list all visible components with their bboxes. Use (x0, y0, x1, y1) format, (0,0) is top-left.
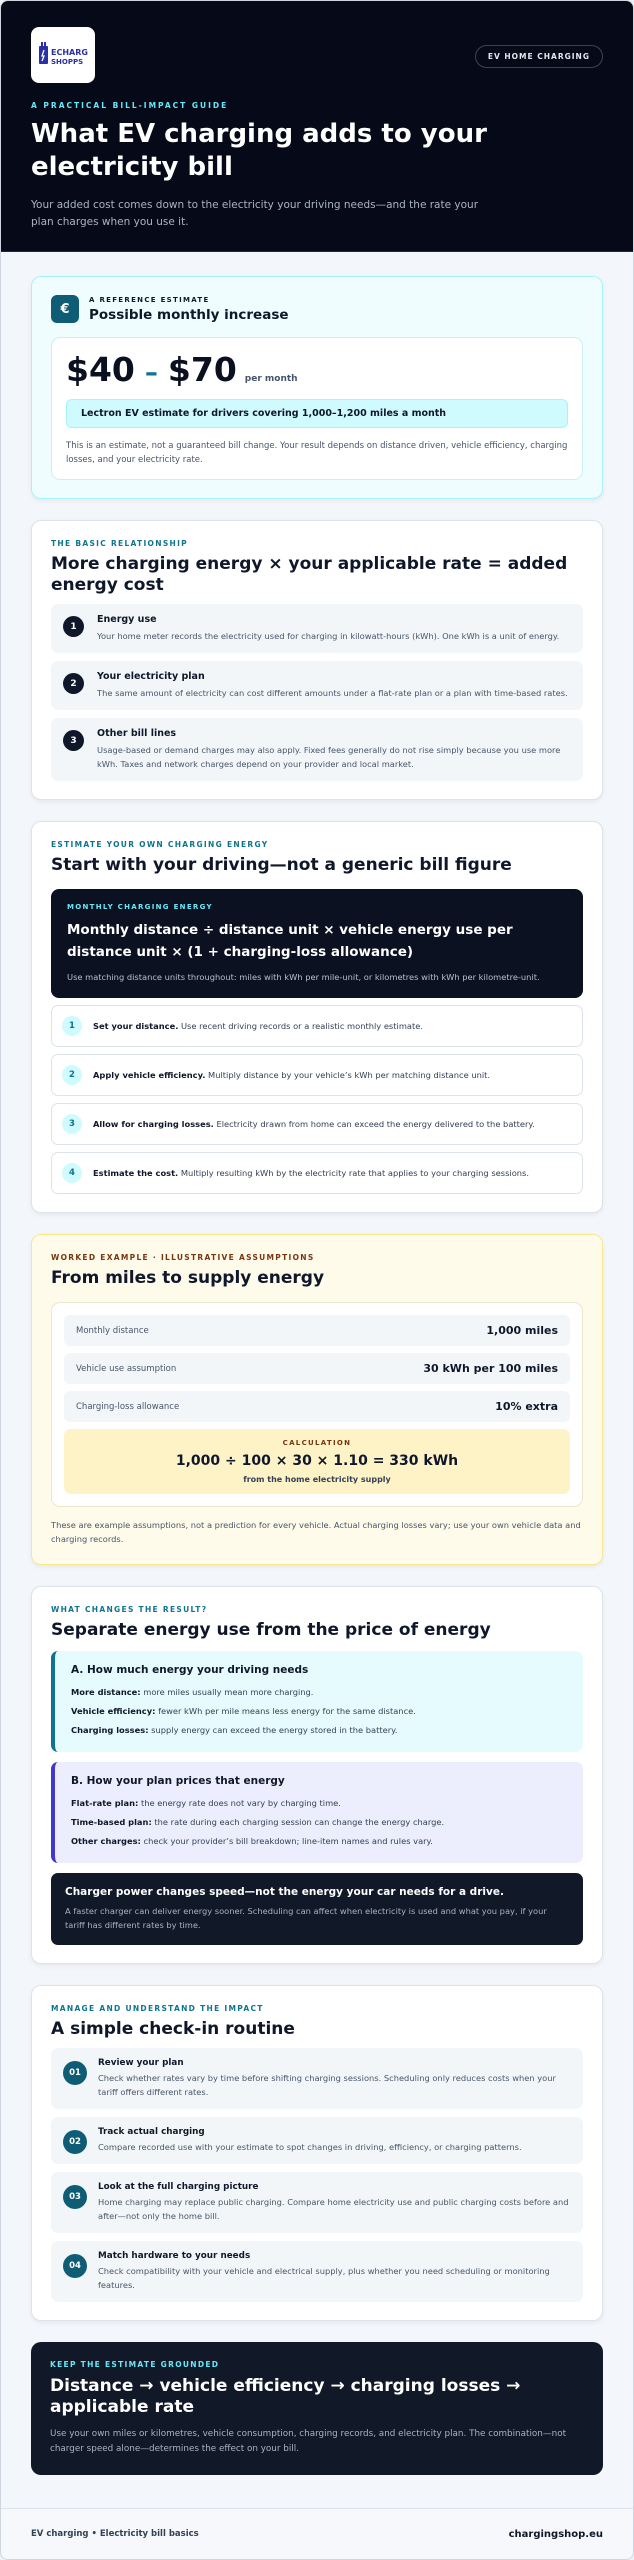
worked-title: From miles to supply energy (51, 1268, 325, 1288)
grounded-description: Use your own miles or kilometres, vehicle consumption, charging records, and electricity plan. The combination—not charger speed alone—determines the effect on your bill. (50, 2429, 567, 2454)
step-title: Look at the full charging picture (98, 2182, 259, 2192)
list-item (51, 1152, 583, 1194)
assumption-value: 30 kWh per 100 miles (423, 1362, 558, 1375)
step-description: Electricity drawn from home can exceed the energy delivered to the battery. (216, 1118, 535, 1129)
grounded-title: Distance → vehicle efficiency → charging losses → applicable rate (50, 2376, 521, 2417)
step-title: Match hardware to your needs (98, 2251, 251, 2261)
price-unit: per month (244, 374, 298, 384)
plan-pricing-panel (51, 1762, 583, 1863)
hero (1, 1, 633, 252)
routine-card (31, 1985, 603, 2321)
callout-description: A faster charger can deliver energy sooner. Scheduling can affect when electricity is used and what you pay, if your tariff has different rates by time. (65, 1906, 547, 1930)
step-title: Allow for charging losses. (93, 1118, 214, 1129)
list-item (51, 2172, 583, 2233)
calculation-result: 1,000 ÷ 100 × 30 × 1.10 = 330 kWh (175, 1453, 459, 1469)
step-description: Home charging may replace public charging. Compare home electricity use and public charging costs before and after—not only the home bill. (98, 2197, 569, 2221)
step-description: Multiply distance by your vehicle’s kWh per matching distance unit. (208, 1069, 491, 1080)
price-separator: – (144, 358, 158, 388)
list-item: More distance: more miles usually mean more charging. (71, 1687, 314, 1697)
step-number: 04 (63, 2254, 87, 2278)
hero-subtitle: Your added cost comes down to the electricity your driving needs—and the rate your plan charges when you use it. (31, 199, 479, 228)
changes-eyebrow: WHAT CHANGES THE RESULT? (51, 1605, 208, 1614)
price-low: $40 (66, 350, 135, 389)
step-title: Estimate the cost. (93, 1167, 179, 1178)
assumption-label: Charging-loss allowance (76, 1401, 180, 1412)
footer-caption: EV charging • Electricity bill basics (31, 2529, 199, 2539)
estimate-steps (51, 1005, 583, 1194)
step-number: 3 (63, 730, 84, 751)
list-item (51, 2048, 583, 2109)
step-number: 2 (63, 673, 84, 694)
charger-speed-callout (51, 1873, 583, 1945)
step-description: Usage-based or demand charges may also apply. Fixed fees generally do not rise simply because you use more kWh. Taxes and network charges depend on your provider and local market. (97, 745, 561, 769)
worked-note: These are example assumptions, not a prediction for every vehicle. Actual charging losses vary; use your own vehicle data and charging records. (51, 1520, 581, 1544)
worked-eyebrow: WORKED EXAMPLE · ILLUSTRATIVE ASSUMPTIONS (51, 1253, 315, 1262)
step-title: Other bill lines (97, 728, 177, 739)
hero-badge: EV HOME CHARGING (475, 45, 603, 68)
step-description: Multiply resulting kWh by the electricity rate that applies to your charging sessions. (180, 1167, 529, 1178)
callout-title: Charger power changes speed—not the energy your car needs for a drive. (65, 1886, 504, 1898)
page-title: What EV charging adds to your electricity bill (31, 119, 487, 182)
estimate-eyebrow: ESTIMATE YOUR OWN CHARGING ENERGY (51, 840, 269, 849)
step-number: 1 (63, 616, 84, 637)
formula-text: Monthly distance ÷ distance unit × vehicle energy use per distance unit × (1 + charging-loss allowance) (67, 922, 513, 960)
assumption-value: 1,000 miles (486, 1324, 558, 1337)
assumption-row (64, 1315, 570, 1346)
list-item (51, 2117, 583, 2164)
list-item (51, 2241, 583, 2302)
reference-title: Possible monthly increase (89, 306, 289, 323)
step-description: Your home meter records the electricity used for charging in kilowatt-hours (kWh). One kWh is a unit of energy. (97, 631, 560, 641)
basic-list (51, 604, 583, 781)
estimate-disclaimer: This is an estimate, not a guaranteed bill change. Your result depends on distance driven, vehicle efficiency, charging losses, and your electricity rate. (66, 441, 568, 465)
step-title: Set your distance. (93, 1020, 179, 1031)
basic-eyebrow: THE BASIC RELATIONSHIP (51, 539, 188, 548)
step-number: 01 (63, 2061, 87, 2085)
basic-relationship-card (31, 520, 603, 800)
list-item: Flat-rate plan: the energy rate does not vary by charging time. (71, 1798, 341, 1808)
worked-box (51, 1302, 583, 1507)
reference-estimate-card (31, 276, 603, 499)
step-description: The same amount of electricity can cost different amounts under a flat-rate plan or a plan with time-based rates. (97, 688, 568, 698)
energy-needs-panel (51, 1651, 583, 1752)
grounded-eyebrow: KEEP THE ESTIMATE GROUNDED (50, 2360, 220, 2369)
step-number: 02 (63, 2130, 87, 2154)
list-item: Vehicle efficiency: fewer kWh per mile means less energy for the same distance. (71, 1706, 416, 1716)
step-number: 4 (62, 1163, 82, 1183)
step-description: Check compatibility with your vehicle and electrical supply, plus whether you need scheduling or monitoring features. (98, 2266, 550, 2290)
svg-text:SHOPPS: SHOPPS (51, 58, 84, 66)
step-number: 2 (62, 1065, 82, 1085)
step-title: Track actual charging (98, 2127, 205, 2137)
assumption-value: 10% extra (495, 1400, 558, 1413)
step-number: 03 (63, 2185, 87, 2209)
step-description: Check whether rates vary by time before shifting charging sessions. Scheduling only reduces costs when your tariff offers different rates. (98, 2073, 556, 2097)
footer-domain-link[interactable]: chargingshop.eu (508, 2528, 603, 2540)
estimate-source-bar: Lectron EV estimate for drivers covering 1,000–1,200 miles a month (66, 399, 568, 428)
step-title: Energy use (97, 614, 157, 625)
routine-eyebrow: MANAGE AND UNDERSTAND THE IMPACT (51, 2004, 264, 2013)
assumption-row (64, 1391, 570, 1422)
estimate-own-card (31, 821, 603, 1213)
formula-note: Use matching distance units throughout: miles with kWh per mile-unit, or kilometres with kWh per kilometre-unit. (67, 972, 540, 982)
step-title: Your electricity plan (97, 671, 205, 682)
plug-logo-icon (37, 40, 89, 70)
main-content (1, 252, 633, 2475)
list-item (51, 1103, 583, 1145)
step-description: Use recent driving records or a realistic monthly estimate. (180, 1020, 423, 1031)
list-item (51, 1005, 583, 1047)
brand-logo[interactable] (31, 27, 95, 83)
list-item: Other charges: check your provider’s bill breakdown; line-item names and rules vary. (71, 1836, 433, 1846)
price-range (66, 350, 568, 389)
formula-eyebrow: MONTHLY CHARGING ENERGY (67, 903, 213, 911)
list-item (51, 661, 583, 710)
step-title: Review your plan (98, 2058, 184, 2068)
assumption-label: Vehicle use assumption (76, 1363, 177, 1374)
assumption-label: Monthly distance (76, 1325, 149, 1336)
list-item: Time-based plan: the rate during each charging session can change the energy charge. (71, 1817, 445, 1827)
panel-title: B. How your plan prices that energy (71, 1775, 285, 1787)
worked-example-card (31, 1234, 603, 1565)
routine-title: A simple check-in routine (51, 2019, 295, 2039)
calculation-eyebrow: CALCULATION (282, 1439, 352, 1447)
step-title: Apply vehicle efficiency. (93, 1069, 206, 1080)
list-item: Charging losses: supply energy can exceed the energy stored in the battery. (71, 1725, 398, 1735)
price-box (51, 337, 583, 480)
basic-title: More charging energy × your applicable rate = added energy cost (51, 554, 568, 595)
calculation-box (64, 1429, 570, 1494)
formula-box (51, 889, 583, 998)
svg-text:ECHARG: ECHARG (51, 48, 88, 57)
price-high: $70 (167, 350, 237, 389)
assumption-row (64, 1353, 570, 1384)
panel-title: A. How much energy your driving needs (71, 1664, 309, 1676)
calculation-subtitle: from the home electricity supply (243, 1475, 391, 1484)
euro-icon: € (51, 295, 79, 323)
list-item (51, 604, 583, 653)
estimate-title: Start with your driving—not a generic bill figure (51, 855, 512, 875)
footer (1, 2508, 633, 2559)
changes-title: Separate energy use from the price of energy (51, 1620, 491, 1640)
keep-grounded-card (31, 2342, 603, 2475)
list-item (51, 718, 583, 781)
list-item (51, 1054, 583, 1096)
reference-header (51, 295, 583, 323)
changes-card (31, 1586, 603, 1964)
hero-eyebrow: A PRACTICAL BILL-IMPACT GUIDE (31, 101, 229, 110)
step-number: 1 (62, 1016, 82, 1036)
step-description: Compare recorded use with your estimate to spot changes in driving, efficiency, or charging patterns. (98, 2142, 522, 2152)
reference-eyebrow: A REFERENCE ESTIMATE (89, 295, 210, 304)
step-number: 3 (62, 1114, 82, 1134)
